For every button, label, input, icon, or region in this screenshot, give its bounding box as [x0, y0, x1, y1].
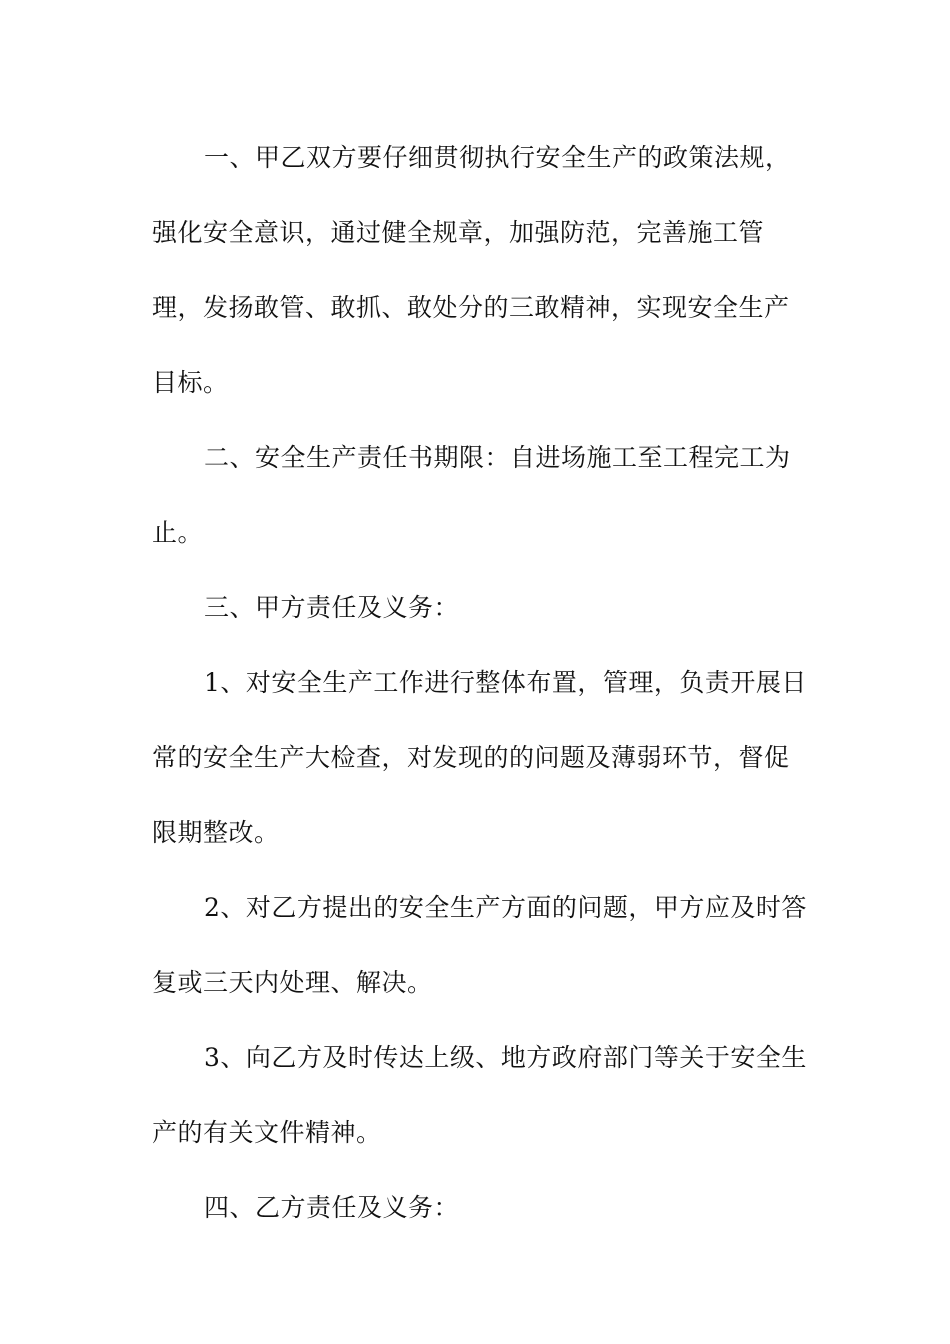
- paragraph-item-2: 2、对乙方提出的安全生产方面的问题，甲方应及时答复或三天内处理、解决。: [152, 893, 807, 997]
- paragraph-section-2: 二、安全生产责任书期限：自进场施工至工程完工为止。: [152, 443, 791, 547]
- paragraph-item-3: 3、向乙方及时传达上级、地方政府部门等关于安全生产的有关文件精神。: [152, 1043, 807, 1147]
- document-body: [152, 120, 812, 1245]
- paragraph-section-4-heading: 四、乙方责任及义务：: [204, 1193, 460, 1222]
- paragraph-item-1: 1、对安全生产工作进行整体布置，管理，负责开展日常的安全生产大检查，对发现的的问题及薄弱环节，督促限期整改。: [152, 668, 807, 847]
- paragraph-section-1: 一、甲乙双方要仔细贯彻执行安全生产的政策法规，强化安全意识，通过健全规章，加强防范，完善施工管理，发扬敢管、敢抓、敢处分的三敢精神，实现安全生产目标。: [152, 143, 791, 397]
- paragraph-section-3-heading: 三、甲方责任及义务：: [204, 593, 460, 622]
